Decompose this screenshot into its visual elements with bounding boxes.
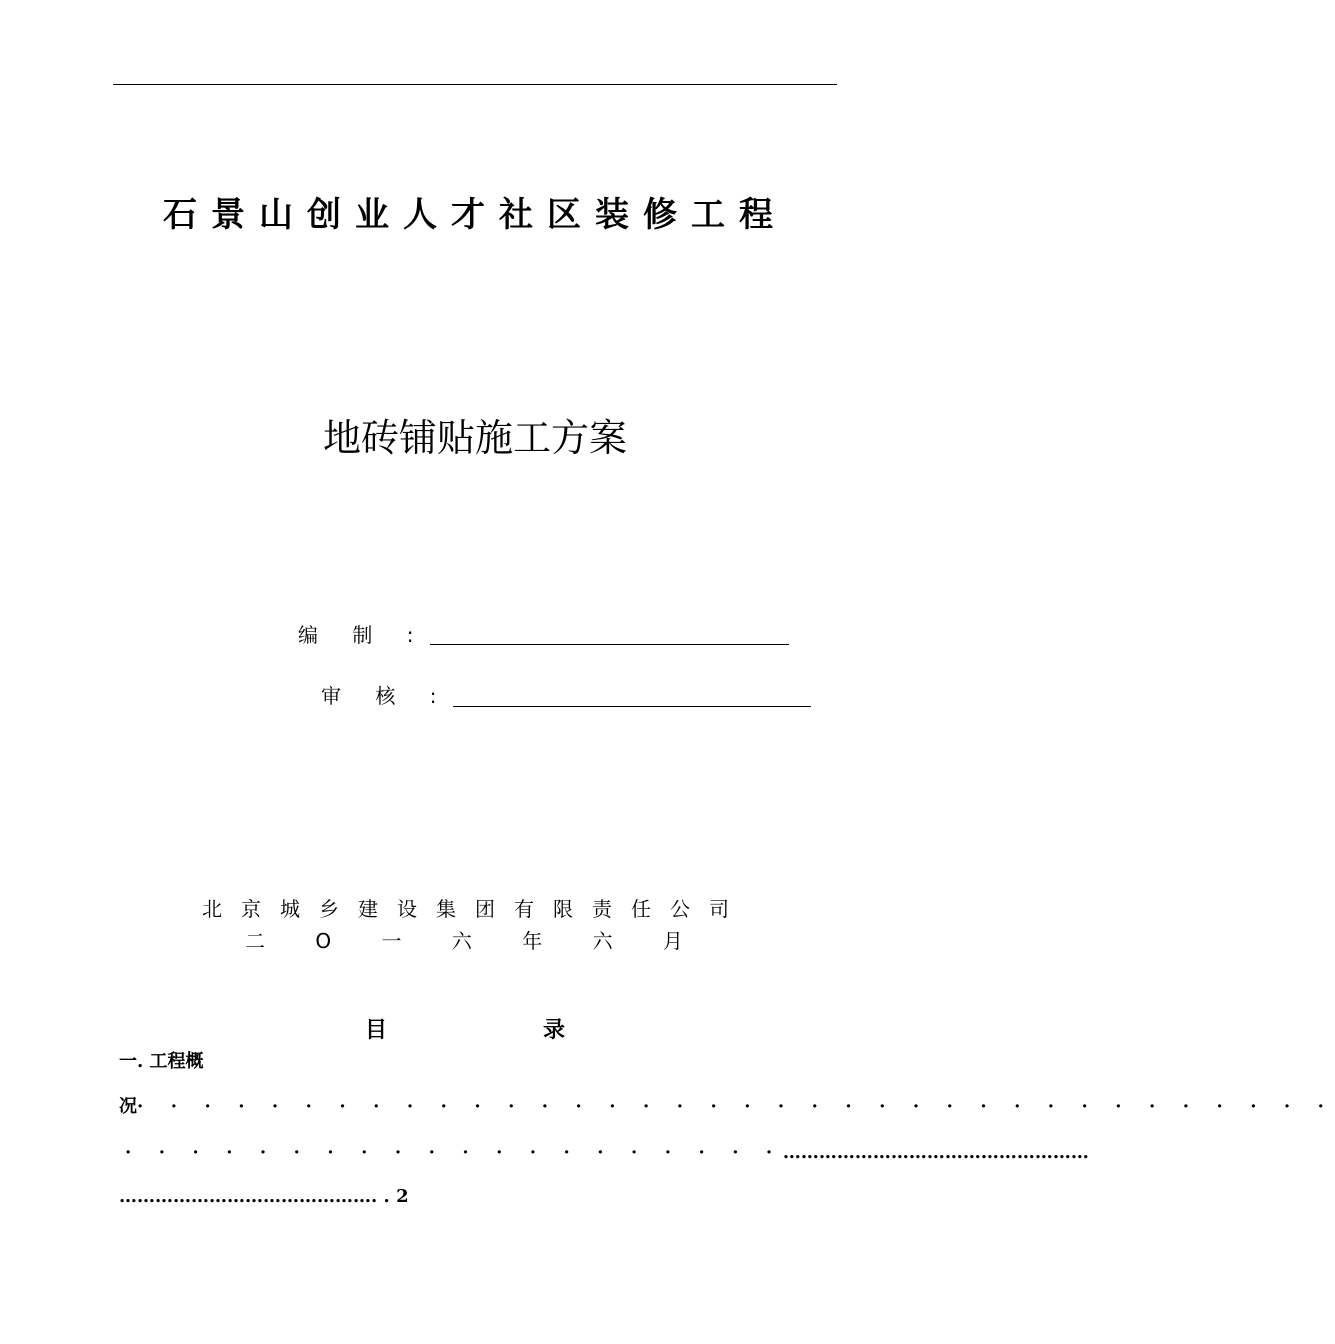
document-date: 二 O 一 六 年 六 月 [245,929,705,953]
toc-heading-right: 录 [543,1018,566,1043]
toc-leader-ellipsis: …………………………………………… [782,1142,1089,1163]
toc-item-1-line-3[interactable] [125,1140,1089,1166]
compile-label: 编 制 : [298,623,428,647]
toc-item-1-line-4[interactable] [119,1184,409,1210]
compile-signature-line[interactable] [430,644,789,645]
toc-item-1-page-number: . . 2 [371,1186,409,1207]
review-label: 审 核 : [321,684,451,708]
toc-leader-dots: · · · · · · · · · · · · · · · · · · · · · · · · · · · · · · · · · · · · [137,1096,1335,1117]
toc-item-1-title-end: 况 [119,1096,137,1117]
company-name: 北京城乡建设集团有限责任公司 [202,897,748,921]
header-rule [113,84,837,85]
toc-leader-dots: · · · · · · · · · · · · · · · · · · · · [125,1142,783,1163]
document-title: 地砖铺贴施工方案 [322,416,627,460]
toc-item-1-title[interactable]: 一. 工程概 [119,1051,204,1072]
toc-leader-ellipsis: …………………………………… [119,1186,371,1207]
toc-heading-left: 目 [365,1018,388,1043]
review-signature-line[interactable] [453,706,811,707]
project-title: 石景山创业人才社区装修工程 [163,195,787,235]
toc-item-1-line-2[interactable] [119,1094,1335,1120]
